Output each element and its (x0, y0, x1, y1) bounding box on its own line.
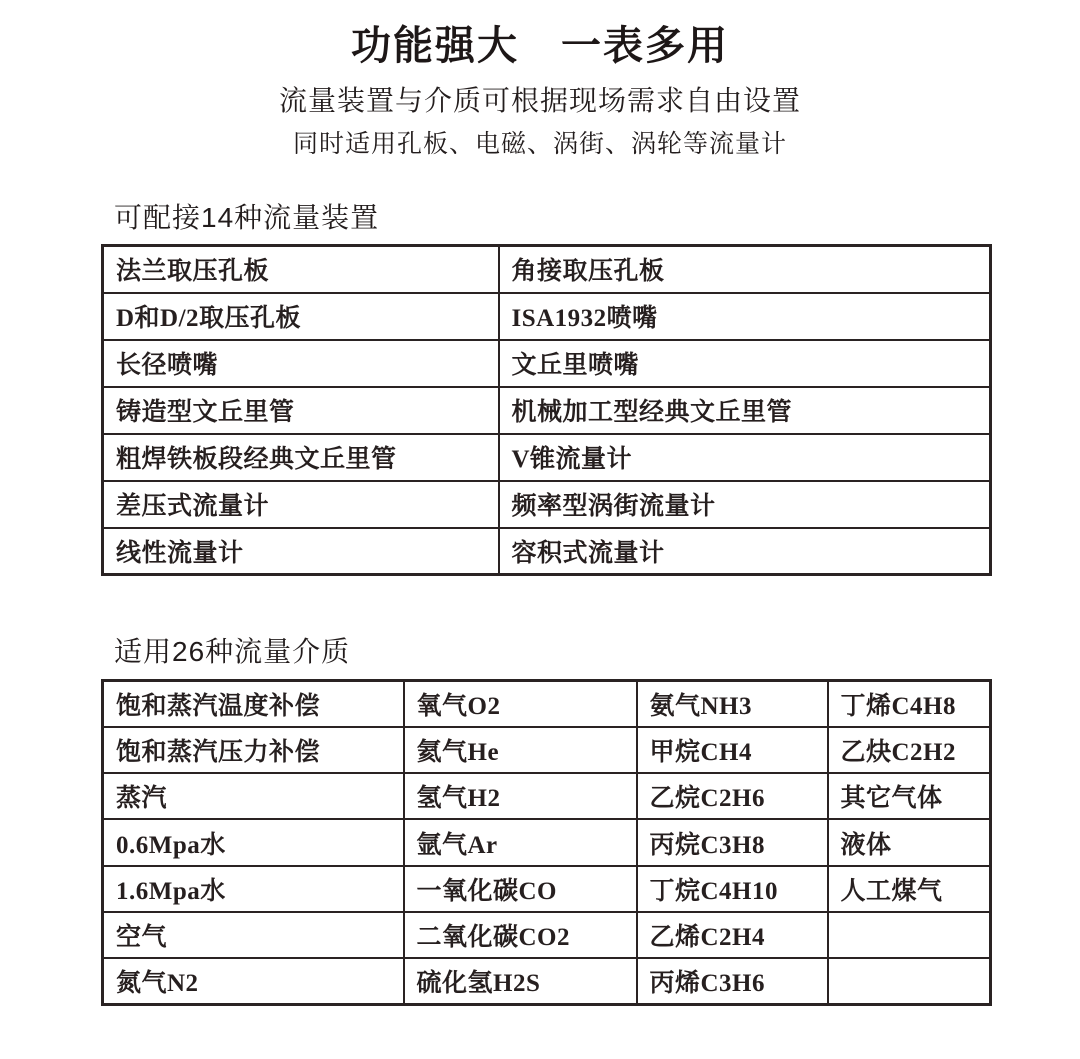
table-cell: 蒸汽 (103, 773, 404, 819)
table-row (103, 293, 991, 340)
table-cell: 空气 (103, 912, 404, 958)
table-cell: 频率型涡街流量计 (499, 481, 991, 528)
table-cell: 容积式流量计 (499, 528, 991, 575)
table-cell: 机械加工型经典文丘里管 (499, 387, 991, 434)
table-cell: 乙炔C2H2 (828, 727, 991, 773)
table-cell: 角接取压孔板 (499, 246, 991, 293)
table-cell: 长径喷嘴 (103, 340, 499, 387)
table-cell: 氨气NH3 (637, 681, 828, 727)
media-section-heading: 适用26种流量介质 (114, 636, 351, 667)
table-cell: 氮气N2 (103, 958, 404, 1004)
table-cell: 线性流量计 (103, 528, 499, 575)
table-row (103, 912, 991, 958)
table-cell: 丁烷C4H10 (637, 866, 828, 912)
table-cell: 丙烷C3H8 (637, 819, 828, 865)
table-cell: 丙烯C3H6 (637, 958, 828, 1004)
table-row (103, 819, 991, 865)
table-cell: 差压式流量计 (103, 481, 499, 528)
table-cell: 丁烯C4H8 (828, 681, 991, 727)
subtitle-devices-media: 流量装置与介质可根据现场需求自由设置 (278, 85, 801, 116)
table-cell: 一氧化碳CO (404, 866, 637, 912)
table-cell: 液体 (828, 819, 991, 865)
subtitle-flowmeter-types: 同时适用孔板、电磁、涡街、涡轮等流量计 (292, 130, 787, 158)
table-cell: D和D/2取压孔板 (103, 293, 499, 340)
table-row (103, 866, 991, 912)
table-cell: 粗焊铁板段经典文丘里管 (103, 434, 499, 481)
table-cell: ISA1932喷嘴 (499, 293, 991, 340)
table-cell: 1.6Mpa水 (103, 866, 404, 912)
table-cell: 饱和蒸汽压力补偿 (103, 727, 404, 773)
table-cell: V锥流量计 (499, 434, 991, 481)
table-cell: 二氧化碳CO2 (404, 912, 637, 958)
table-row (103, 958, 991, 1004)
table-cell: 铸造型文丘里管 (103, 387, 499, 434)
table-row (103, 727, 991, 773)
table-cell: 文丘里喷嘴 (499, 340, 991, 387)
table-cell: 甲烷CH4 (637, 727, 828, 773)
devices-section-heading: 可配接14种流量装置 (114, 202, 380, 233)
table-cell: 氢气H2 (404, 773, 637, 819)
table-cell: 0.6Mpa水 (103, 819, 404, 865)
table-cell: 法兰取压孔板 (103, 246, 499, 293)
table-cell: 乙烯C2H4 (637, 912, 828, 958)
table-cell: 氧气O2 (404, 681, 637, 727)
table-cell: 氦气He (404, 727, 637, 773)
devices-table (101, 244, 992, 576)
table-cell: 饱和蒸汽温度补偿 (103, 681, 404, 727)
table-row (103, 681, 991, 727)
page-title: 功能强大 一表多用 (351, 24, 729, 68)
table-cell: 硫化氢H2S (404, 958, 637, 1004)
table-row (103, 340, 991, 387)
table-row (103, 773, 991, 819)
table-cell: 其它气体 (828, 773, 991, 819)
table-row (103, 387, 991, 434)
table-cell (828, 912, 991, 958)
table-cell: 乙烷C2H6 (637, 773, 828, 819)
table-row (103, 246, 991, 293)
media-table (101, 679, 992, 1006)
table-row (103, 481, 991, 528)
table-cell: 氩气Ar (404, 819, 637, 865)
table-row (103, 528, 991, 575)
table-cell: 人工煤气 (828, 866, 991, 912)
table-cell (828, 958, 991, 1004)
table-row (103, 434, 991, 481)
